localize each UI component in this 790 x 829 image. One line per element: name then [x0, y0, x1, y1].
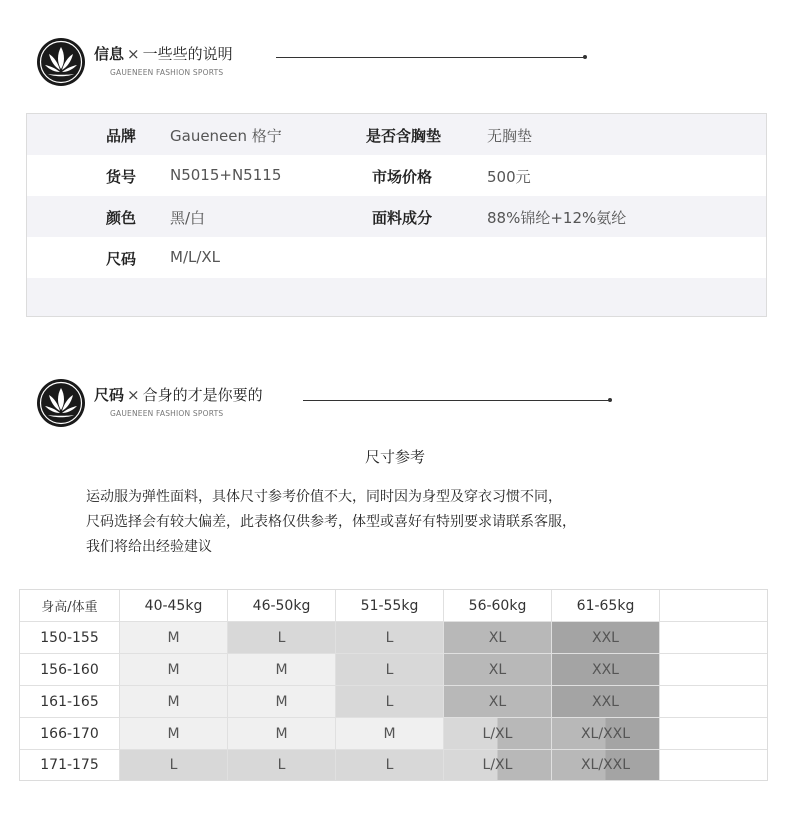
info-value: 黑/白: [170, 209, 206, 227]
empty-cell: [660, 654, 767, 686]
height-label: 150-155: [20, 622, 120, 654]
info-label: 颜色: [106, 209, 137, 227]
info-row-size: [27, 237, 766, 278]
size-cell: M: [336, 718, 444, 750]
size-cell: M: [120, 718, 228, 750]
weight-header: 61-65kg: [552, 590, 660, 622]
divider-dot: [608, 398, 612, 402]
info-label: 市场价格: [372, 168, 433, 186]
section-header-size: [36, 378, 596, 428]
height-label: 166-170: [20, 718, 120, 750]
size-cell: L: [228, 750, 336, 780]
section-title: 信息 × 一些些的说明: [94, 45, 233, 63]
empty-cell: [660, 686, 767, 718]
empty-header: [660, 590, 767, 622]
info-row-color: [27, 196, 766, 237]
size-cell: L/XL: [444, 718, 552, 750]
info-row-empty: [27, 278, 766, 316]
size-cell: M: [228, 718, 336, 750]
weight-header: 56-60kg: [444, 590, 552, 622]
weight-header: 46-50kg: [228, 590, 336, 622]
divider-line: [303, 400, 609, 401]
height-label: 156-160: [20, 654, 120, 686]
size-cell: M: [228, 654, 336, 686]
info-row-sku: [27, 155, 766, 196]
divider-dot: [583, 55, 587, 59]
size-cell: L: [336, 686, 444, 718]
size-cell: L/XL: [444, 750, 552, 780]
size-cell: M: [120, 686, 228, 718]
size-note-line: 尺码选择会有较大偏差，此表格仅供参考，体型或喜好有特别要求请联系客服，: [86, 514, 576, 530]
size-cell: XL: [444, 686, 552, 718]
info-value: M/L/XL: [170, 248, 221, 266]
height-label: 161-165: [20, 686, 120, 718]
size-cell: M: [120, 654, 228, 686]
brand-subtitle: GAUENEEN FASHION SPORTS: [110, 68, 224, 77]
info-label: 品牌: [106, 127, 137, 145]
lotus-logo-icon: [36, 37, 86, 87]
size-cell: L: [336, 750, 444, 780]
divider-line: [276, 57, 584, 58]
size-reference-title: 尺寸参考: [364, 448, 425, 466]
size-cell: L: [228, 622, 336, 654]
size-chart-table: [19, 589, 768, 781]
info-label: 面料成分: [372, 209, 433, 227]
product-info-table: [26, 113, 767, 317]
info-label: 货号: [106, 168, 137, 186]
size-note-line: 运动服为弹性面料，具体尺寸参考价值不大，同时因为身型及穿衣习惯不同，: [86, 489, 562, 505]
size-note-line: 我们将给出经验建议: [86, 539, 212, 555]
info-row-brand: [27, 114, 766, 155]
info-value: 无胸垫: [487, 127, 533, 145]
info-value: Gaueneen 格宁: [170, 127, 282, 145]
size-cell: XL: [444, 654, 552, 686]
empty-cell: [660, 750, 767, 780]
table-corner-header: 身高/体重: [20, 590, 120, 622]
size-cell: XXL: [552, 622, 660, 654]
size-cell: M: [228, 686, 336, 718]
info-label: 是否含胸垫: [366, 127, 442, 145]
info-value: 88%锦纶+12%氨纶: [487, 209, 627, 227]
size-cell: L: [336, 622, 444, 654]
info-label: 尺码: [106, 250, 137, 268]
empty-cell: [660, 718, 767, 750]
weight-header: 40-45kg: [120, 590, 228, 622]
size-cell: XL/XXL: [552, 750, 660, 780]
weight-header: 51-55kg: [336, 590, 444, 622]
brand-subtitle: GAUENEEN FASHION SPORTS: [110, 409, 224, 418]
empty-cell: [660, 622, 767, 654]
section-header-info: [36, 37, 596, 87]
size-cell: XXL: [552, 686, 660, 718]
height-label: 171-175: [20, 750, 120, 780]
info-value: N5015+N5115: [170, 166, 282, 184]
info-value: 500元: [487, 168, 531, 186]
size-cell: XXL: [552, 654, 660, 686]
size-cell: L: [120, 750, 228, 780]
size-cell: L: [336, 654, 444, 686]
size-cell: M: [120, 622, 228, 654]
size-cell: XL: [444, 622, 552, 654]
lotus-logo-icon: [36, 378, 86, 428]
section-title: 尺码 × 合身的才是你要的: [94, 386, 263, 404]
size-cell: XL/XXL: [552, 718, 660, 750]
